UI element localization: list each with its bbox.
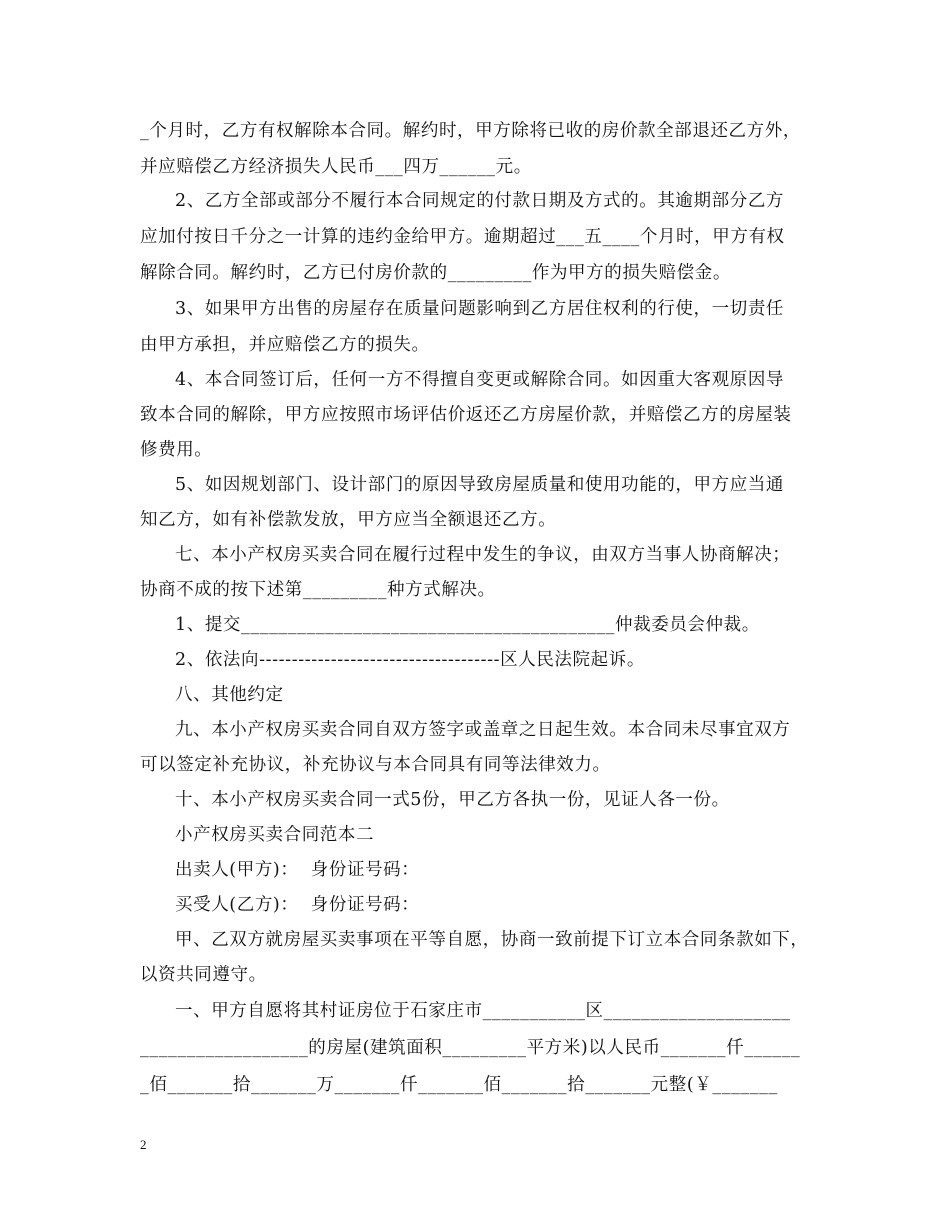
text-line: 2、乙方全部或部分不履行本合同规定的付款日期及方式的。其逾期部分乙方	[175, 191, 785, 211]
text-line: 可以签定补充协议，补充协议与本合同具有同等法律效力。	[140, 755, 611, 775]
text-line: 并应赔偿乙方经济损失人民币___四万______元。	[140, 157, 532, 177]
page-number: 2	[140, 1137, 147, 1152]
text-line: 2、依法向-------------------------------------区人民法院起诉。	[175, 650, 645, 670]
text-line: 解除合同。解约时，乙方已付房价款的_________作为甲方的损失赔偿金。	[140, 263, 731, 283]
text-line: 九、本小产权房买卖合同自双方签字或盖章之日起生效。本合同未尽事宜双方	[175, 720, 791, 740]
text-line: __________________的房屋(建筑面积_________平方米)以人民币_______仟______	[140, 1038, 801, 1058]
text-line: 4、本合同签订后，任何一方不得擅自变更或解除合同。如因重大客观原因导	[175, 370, 785, 390]
text-line: _个月时，乙方有权解除本合同。解约时，甲方除将已收的房价款全部退还乙方外，	[140, 121, 801, 141]
text-line: 协商不成的按下述第_________种方式解决。	[140, 580, 496, 600]
text-line: 出卖人(甲方)： 身份证号码：	[175, 860, 420, 880]
text-line: 1、提交________________________________________仲裁委员会仲裁。	[175, 615, 760, 635]
text-line: 十、本小产权房买卖合同一式5份，甲乙方各执一份，见证人各一份。	[175, 790, 730, 810]
text-line: 致本合同的解除，甲方应按照市场评估价返还乙方房屋价款，并赔偿乙方的房屋装	[140, 405, 792, 425]
text-line: 甲、乙双方就房屋买卖事项在平等自愿，协商一致前提下订立本合同条款如下，	[175, 930, 809, 950]
text-line: 以资共同遵守。	[140, 965, 267, 985]
text-line: 小产权房买卖合同范本二	[175, 825, 375, 845]
text-line: 应加付按日千分之一计算的违约金给甲方。逾期超过___五____个月时，甲方有权	[140, 227, 785, 247]
text-line: 修费用。	[140, 440, 213, 460]
text-line: 知乙方，如有补偿款发放，甲方应当全额退还乙方。	[140, 510, 557, 530]
text-line: 八、其他约定	[175, 685, 284, 705]
text-line: 由甲方承担，并应赔偿乙方的损失。	[140, 335, 430, 355]
text-line: _佰_______拾_______万_______仟_______佰_______拾_______元整(￥_______	[140, 1075, 778, 1095]
text-line: 买受人(乙方)： 身份证号码：	[175, 895, 420, 915]
text-line: 七、本小产权房买卖合同在履行过程中发生的争议，由双方当事人协商解决；	[175, 545, 791, 565]
text-line: 一、甲方自愿将其村证房位于石家庄市___________区____________________	[175, 1001, 791, 1021]
text-line: 5、如因规划部门、设计部门的原因导致房屋质量和使用功能的，甲方应当通	[175, 475, 785, 495]
text-line: 3、如果甲方出售的房屋存在质量问题影响到乙方居住权利的行使，一切责任	[175, 299, 785, 319]
